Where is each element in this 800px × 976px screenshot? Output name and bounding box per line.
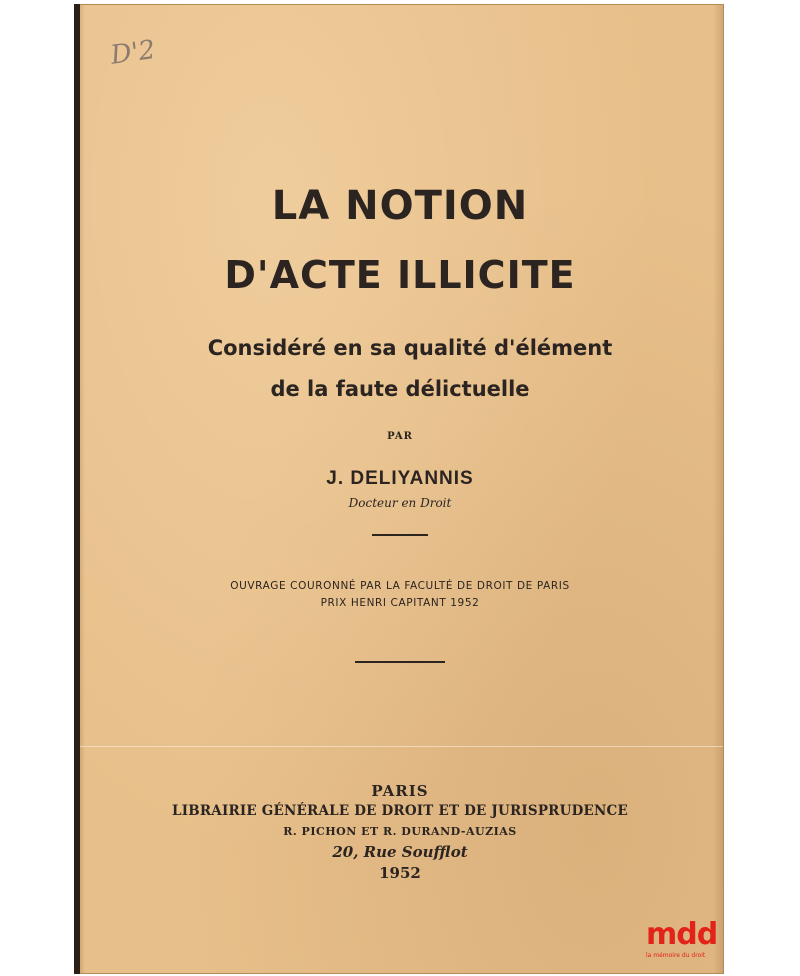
- cover-fold-line: [80, 746, 723, 747]
- imprint-address: 20, Rue Soufflot: [332, 843, 468, 861]
- title-line-2: D'ACTE ILLICITE: [224, 253, 576, 297]
- imprint-year: 1952: [379, 864, 421, 882]
- award-line-2: PRIX HENRI CAPITANT 1952: [320, 597, 480, 609]
- imprint-publisher: LIBRAIRIE GÉNÉRALE DE DROIT ET DE JURISPRUDENCE: [172, 803, 628, 819]
- imprint-publisher-names: R. PICHON ET R. DURAND-AUZIAS: [283, 825, 517, 838]
- subtitle-line-2: de la faute délictuelle: [270, 377, 530, 401]
- author-name: J. DELIYANNIS: [326, 468, 474, 489]
- logo-text: mdd: [646, 917, 718, 952]
- logo-tagline: la mémoire du droit: [646, 952, 706, 959]
- watermark-logo: [646, 917, 726, 970]
- subtitle-line-1: Considéré en sa qualité d'élément: [207, 336, 613, 360]
- award-line-1: OUVRAGE COURONNÉ PAR LA FACULTÉ DE DROIT DE PARIS: [230, 580, 570, 592]
- by-label: PAR: [387, 431, 413, 442]
- title-line-1: LA NOTION: [271, 183, 529, 229]
- divider-rule: [355, 661, 445, 663]
- imprint-city: PARIS: [371, 782, 429, 800]
- handwritten-mark: D'2: [108, 34, 158, 71]
- divider-rule: [372, 534, 428, 536]
- author-title: Docteur en Droit: [348, 496, 452, 510]
